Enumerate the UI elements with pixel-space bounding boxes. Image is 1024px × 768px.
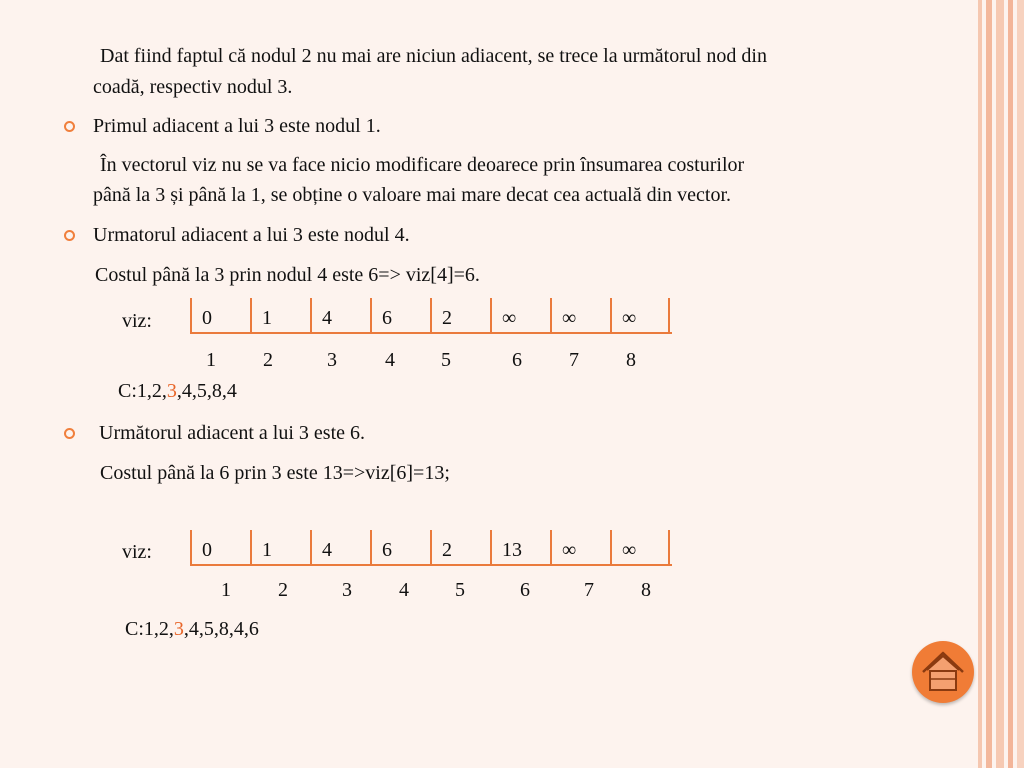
queue-line-2 bbox=[125, 617, 259, 641]
vector-cell: 0 bbox=[190, 530, 250, 566]
vector-index: 3 bbox=[327, 349, 337, 371]
text-line-3a: În vectorul viz nu se va face nicio modificare deoarece prin însumarea costurilor bbox=[100, 154, 745, 176]
vector-label: viz: bbox=[122, 310, 152, 332]
queue-line-1 bbox=[118, 379, 237, 403]
vector-cell: 2 bbox=[430, 298, 490, 334]
vector-cell: ∞ bbox=[550, 298, 610, 334]
vector-cell: ∞ bbox=[610, 298, 670, 334]
queue-prefix: C:1,2, bbox=[125, 618, 174, 640]
vector-index: 2 bbox=[263, 349, 273, 371]
vector-index: 7 bbox=[569, 349, 579, 371]
circle-bullet-icon bbox=[64, 121, 75, 132]
queue-highlight: 3 bbox=[166, 380, 177, 402]
vector-index: 8 bbox=[626, 349, 636, 371]
text-line-5: Costul până la 3 prin nodul 4 este 6=> viz[4]=6. bbox=[95, 264, 480, 286]
vector-index: 1 bbox=[206, 349, 216, 371]
vector-index: 6 bbox=[512, 349, 522, 371]
circle-bullet-icon bbox=[64, 230, 75, 241]
vector-index: 5 bbox=[441, 349, 451, 371]
text-line-4: Urmatorul adiacent a lui 3 este nodul 4. bbox=[93, 224, 410, 246]
text-line-1b: coadă, respectiv nodul 3. bbox=[93, 76, 293, 98]
text-line-3b: până la 3 și până la 1, se obține o valoare mai mare decat cea actuală din vector. bbox=[93, 184, 732, 206]
queue-prefix: C:1,2, bbox=[118, 380, 167, 402]
vector-cell: 1 bbox=[250, 530, 310, 566]
vector-index: 4 bbox=[399, 579, 409, 601]
vector-index: 4 bbox=[385, 349, 395, 371]
vector-cell: 0 bbox=[190, 298, 250, 334]
vector-index: 6 bbox=[520, 579, 530, 601]
vector-label: viz: bbox=[122, 541, 152, 563]
vector-index: 8 bbox=[641, 579, 651, 601]
vector-cell: 4 bbox=[310, 298, 370, 334]
vector-cell: 2 bbox=[430, 530, 490, 566]
viz-vector-2 bbox=[190, 530, 674, 566]
text-line-2: Primul adiacent a lui 3 este nodul 1. bbox=[93, 115, 381, 137]
text-line-6: Următorul adiacent a lui 3 este 6. bbox=[99, 422, 366, 444]
vector-index: 7 bbox=[584, 579, 594, 601]
vector-baseline bbox=[190, 332, 672, 334]
vector-cell: 13 bbox=[490, 530, 550, 566]
vector-cell: ∞ bbox=[490, 298, 550, 334]
vector-baseline bbox=[190, 564, 672, 566]
queue-highlight: 3 bbox=[173, 618, 184, 640]
vector-cell: ∞ bbox=[550, 530, 610, 566]
vector-cell: 6 bbox=[370, 530, 430, 566]
vector-cell: 1 bbox=[250, 298, 310, 334]
queue-suffix: ,4,5,8,4,6 bbox=[183, 618, 259, 640]
viz-vector-1 bbox=[190, 298, 674, 334]
queue-suffix: ,4,5,8,4 bbox=[176, 380, 237, 402]
vector-index: 2 bbox=[278, 579, 288, 601]
vector-cell: 6 bbox=[370, 298, 430, 334]
decorative-stripes bbox=[978, 0, 1024, 768]
vector-cell: 4 bbox=[310, 530, 370, 566]
vector-index: 5 bbox=[455, 579, 465, 601]
vector-index: 1 bbox=[221, 579, 231, 601]
circle-bullet-icon bbox=[64, 428, 75, 439]
home-icon bbox=[912, 641, 974, 703]
vector-cell: ∞ bbox=[610, 530, 670, 566]
vector-index: 3 bbox=[342, 579, 352, 601]
text-line-7: Costul până la 6 prin 3 este 13=>viz[6]=13; bbox=[100, 462, 450, 484]
text-line-1a: Dat fiind faptul că nodul 2 nu mai are niciun adiacent, se trece la următorul nod din bbox=[100, 45, 767, 67]
home-button[interactable] bbox=[912, 641, 974, 703]
